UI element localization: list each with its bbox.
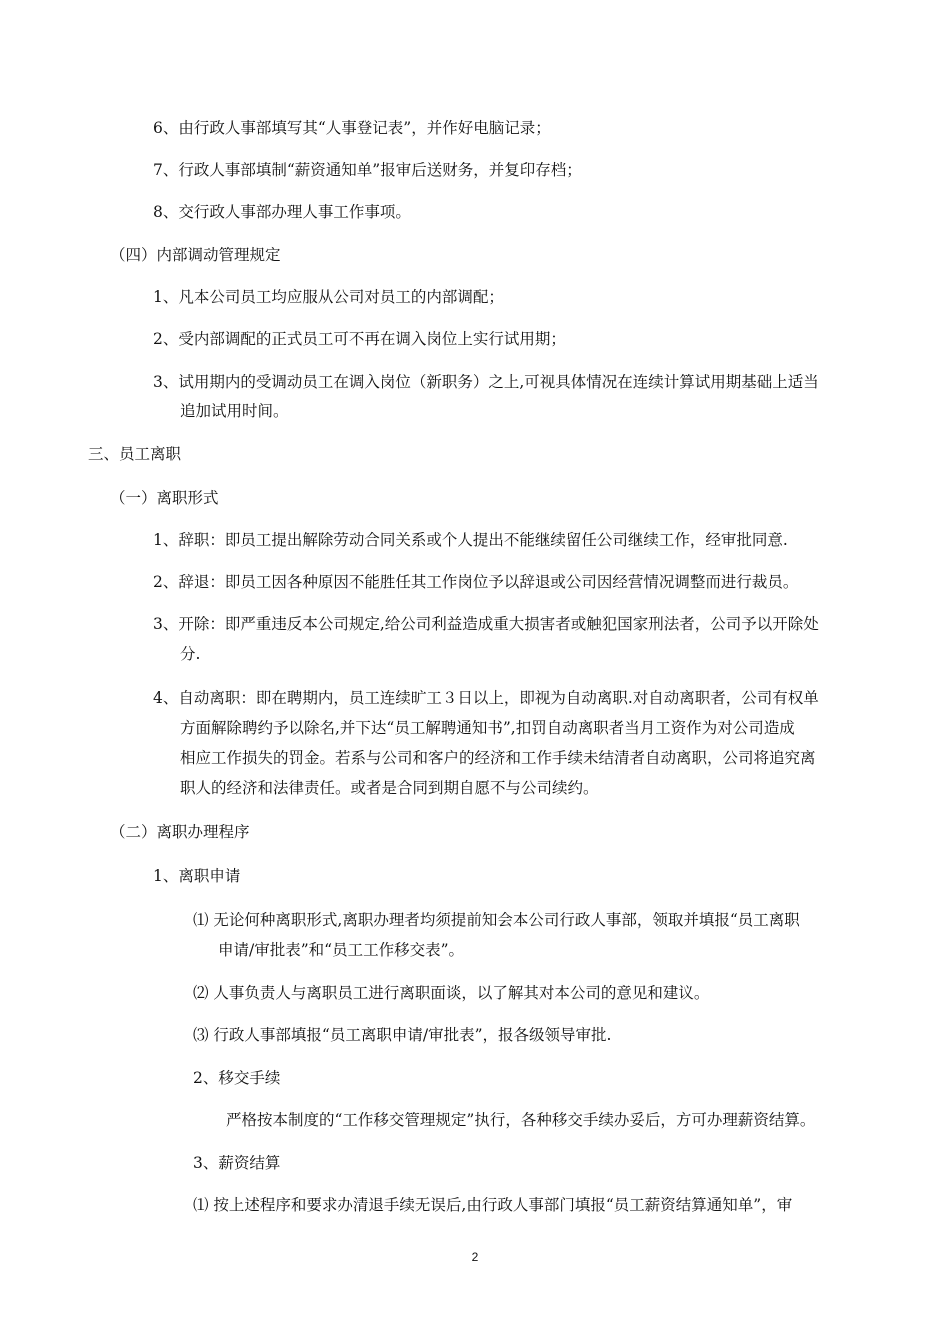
chapter-heading: 三、员工离职: [88, 445, 182, 463]
section-heading: （一）离职形式: [110, 489, 219, 507]
text-line: 1、离职申请: [153, 867, 241, 885]
text-line: 职人的经济和法律责任。或者是合同到期自愿不与公司续约。: [180, 779, 599, 797]
text-line: 追加试用时间。: [180, 402, 289, 420]
text-line: 8、交行政人事部办理人事工作事项。: [153, 203, 411, 221]
text-line: 4、自动离职：即在聘期内，员工连续旷工３日以上，即视为自动离职.对自动离职者，公司有权单: [153, 689, 819, 707]
text-line: 分.: [180, 645, 201, 663]
text-line: 1、凡本公司员工均应服从公司对员工的内部调配；: [153, 288, 504, 306]
text-line: 1、辞职：即员工提出解除劳动合同关系或个人提出不能继续留任公司继续工作，经审批同意.: [153, 531, 788, 549]
page-number: 2: [471, 1250, 479, 1264]
text-line: ⑴ 无论何种离职形式,离职办理者均须提前知会本公司行政人事部，领取并填报“员工离职: [193, 911, 800, 929]
section-heading: （四）内部调动管理规定: [110, 246, 281, 264]
section-heading: （二）离职办理程序: [110, 823, 250, 841]
text-line: 2、受内部调配的正式员工可不再在调入岗位上实行试用期；: [153, 330, 566, 348]
text-line: 3、薪资结算: [193, 1154, 281, 1172]
text-line: 申请/审批表”和“员工工作移交表”。: [218, 941, 464, 959]
text-line: 2、辞退：即员工因各种原因不能胜任其工作岗位予以辞退或公司因经营情况调整而进行裁员。: [153, 573, 799, 591]
text-line: ⑴ 按上述程序和要求办清退手续无误后,由行政人事部门填报“员工薪资结算通知单”，审: [193, 1196, 793, 1214]
text-line: ⑵ 人事负责人与离职员工进行离职面谈，以了解其对本公司的意见和建议。: [193, 984, 710, 1002]
text-line: ⑶ 行政人事部填报“员工离职申请/审批表”，报各级领导审批.: [193, 1026, 612, 1044]
text-line: 3、开除：即严重违反本公司规定,给公司利益造成重大损害者或触犯国家刑法者，公司予以开除处: [153, 615, 819, 633]
text-line: 方面解除聘约予以除名,并下达“员工解聘通知书”,扣罚自动离职者当月工资作为对公司造成: [180, 719, 795, 737]
text-line: 严格按本制度的“工作移交管理规定”执行，各种移交手续办妥后，方可办理薪资结算。: [226, 1111, 816, 1129]
text-line: 2、移交手续: [193, 1069, 281, 1087]
text-line: 3、试用期内的受调动员工在调入岗位（新职务）之上,可视具体情况在连续计算试用期基础上适当: [153, 373, 819, 391]
text-line: 6、由行政人事部填写其“人事登记表”，并作好电脑记录；: [153, 119, 551, 137]
text-line: 7、行政人事部填制“薪资通知单”报审后送财务，并复印存档；: [153, 161, 582, 179]
text-line: 相应工作损失的罚金。若系与公司和客户的经济和工作手续未结清者自动离职，公司将追究离: [180, 749, 816, 767]
